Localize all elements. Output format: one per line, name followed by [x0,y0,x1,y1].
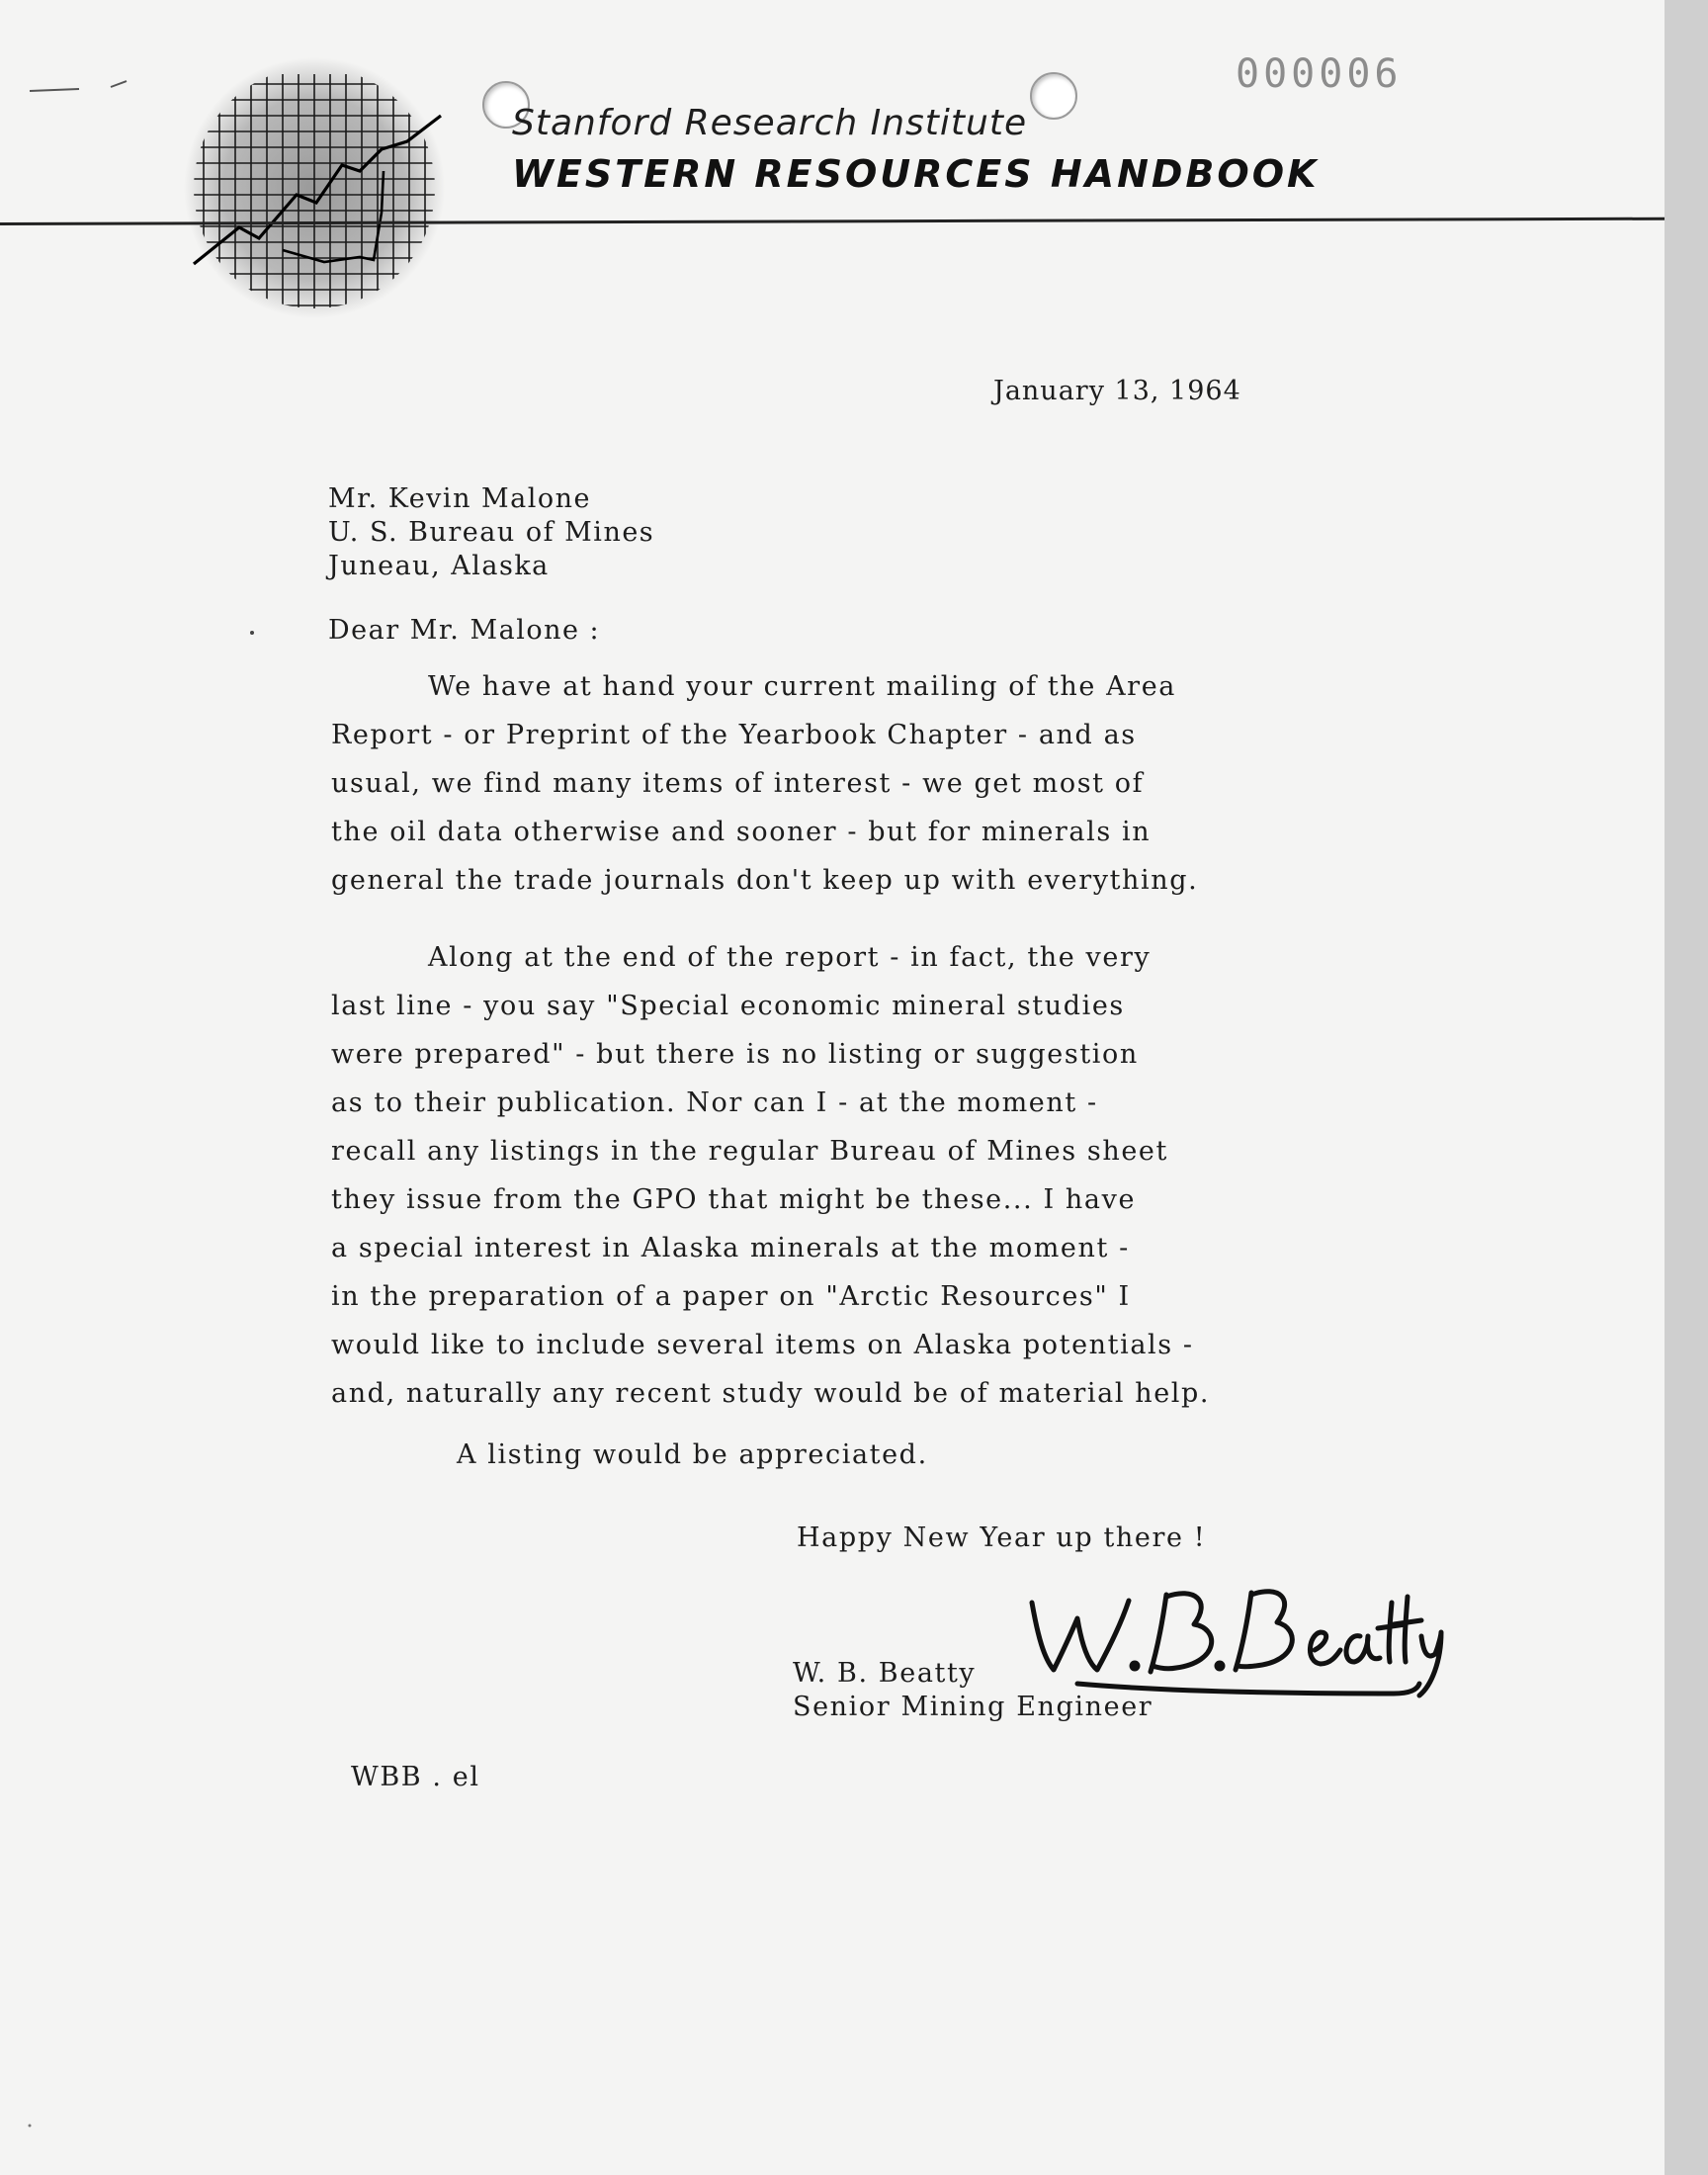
body-line: and, naturally any recent study would be of material help. [331,1378,1211,1409]
body-paragraph-2 [331,933,1210,1418]
letter-date: January 13, 1964 [993,376,1241,406]
body-line: as to their publication. Nor can I - at the moment - [331,1088,1098,1118]
recipient-organization: U. S. Bureau of Mines [328,517,655,548]
scan-margin [1665,0,1708,2175]
punch-hole-right [1030,72,1077,120]
signer-name: W. B. Beatty [793,1658,977,1689]
letterhead-logo [148,54,484,331]
body-paragraph-3: A listing would be appreciated. [457,1439,928,1470]
body-line: recall any listings in the regular Bureau of Mines sheet [331,1136,1168,1167]
body-line: would like to include several items on Alaska potentials - [331,1330,1194,1360]
closing-line: Happy New Year up there ! [797,1522,1207,1553]
letterhead-title: WESTERN RESOURCES HANDBOOK [512,152,1320,196]
recipient-location: Juneau, Alaska [328,551,550,581]
body-line: usual, we find many items of interest - we get most of [331,768,1145,799]
letterhead-institute-name: Stanford Research Institute [512,103,1028,143]
body-line: in the preparation of a paper on "Arctic Resources" I [331,1281,1131,1312]
body-line: were prepared" - but there is no listing or suggestion [331,1039,1139,1070]
typist-initials: WBB . el [351,1762,480,1792]
body-line: Along at the end of the report - in fact, the very [428,942,1152,973]
body-line: they issue from the GPO that might be these... I have [331,1184,1137,1215]
body-line: last line - you say "Special economic mineral studies [331,991,1125,1021]
recipient-address [328,482,654,583]
recipient-name: Mr. Kevin Malone [328,483,592,514]
body-line: a special interest in Alaska minerals at the moment - [331,1233,1130,1263]
body-line: general the trade journals don't keep up with everything. [331,865,1199,896]
body-paragraph-1 [331,662,1198,905]
document-number-stamp: 000006 [1236,51,1403,97]
signer-block [793,1657,1153,1724]
salutation: Dear Mr. Malone : [328,615,601,646]
signer-title: Senior Mining Engineer [793,1692,1153,1722]
body-line: the oil data otherwise and sooner - but for minerals in [331,817,1152,847]
body-line: Report - or Preprint of the Yearbook Chapter - and as [331,720,1137,750]
body-line: We have at hand your current mailing of the Area [428,671,1176,702]
